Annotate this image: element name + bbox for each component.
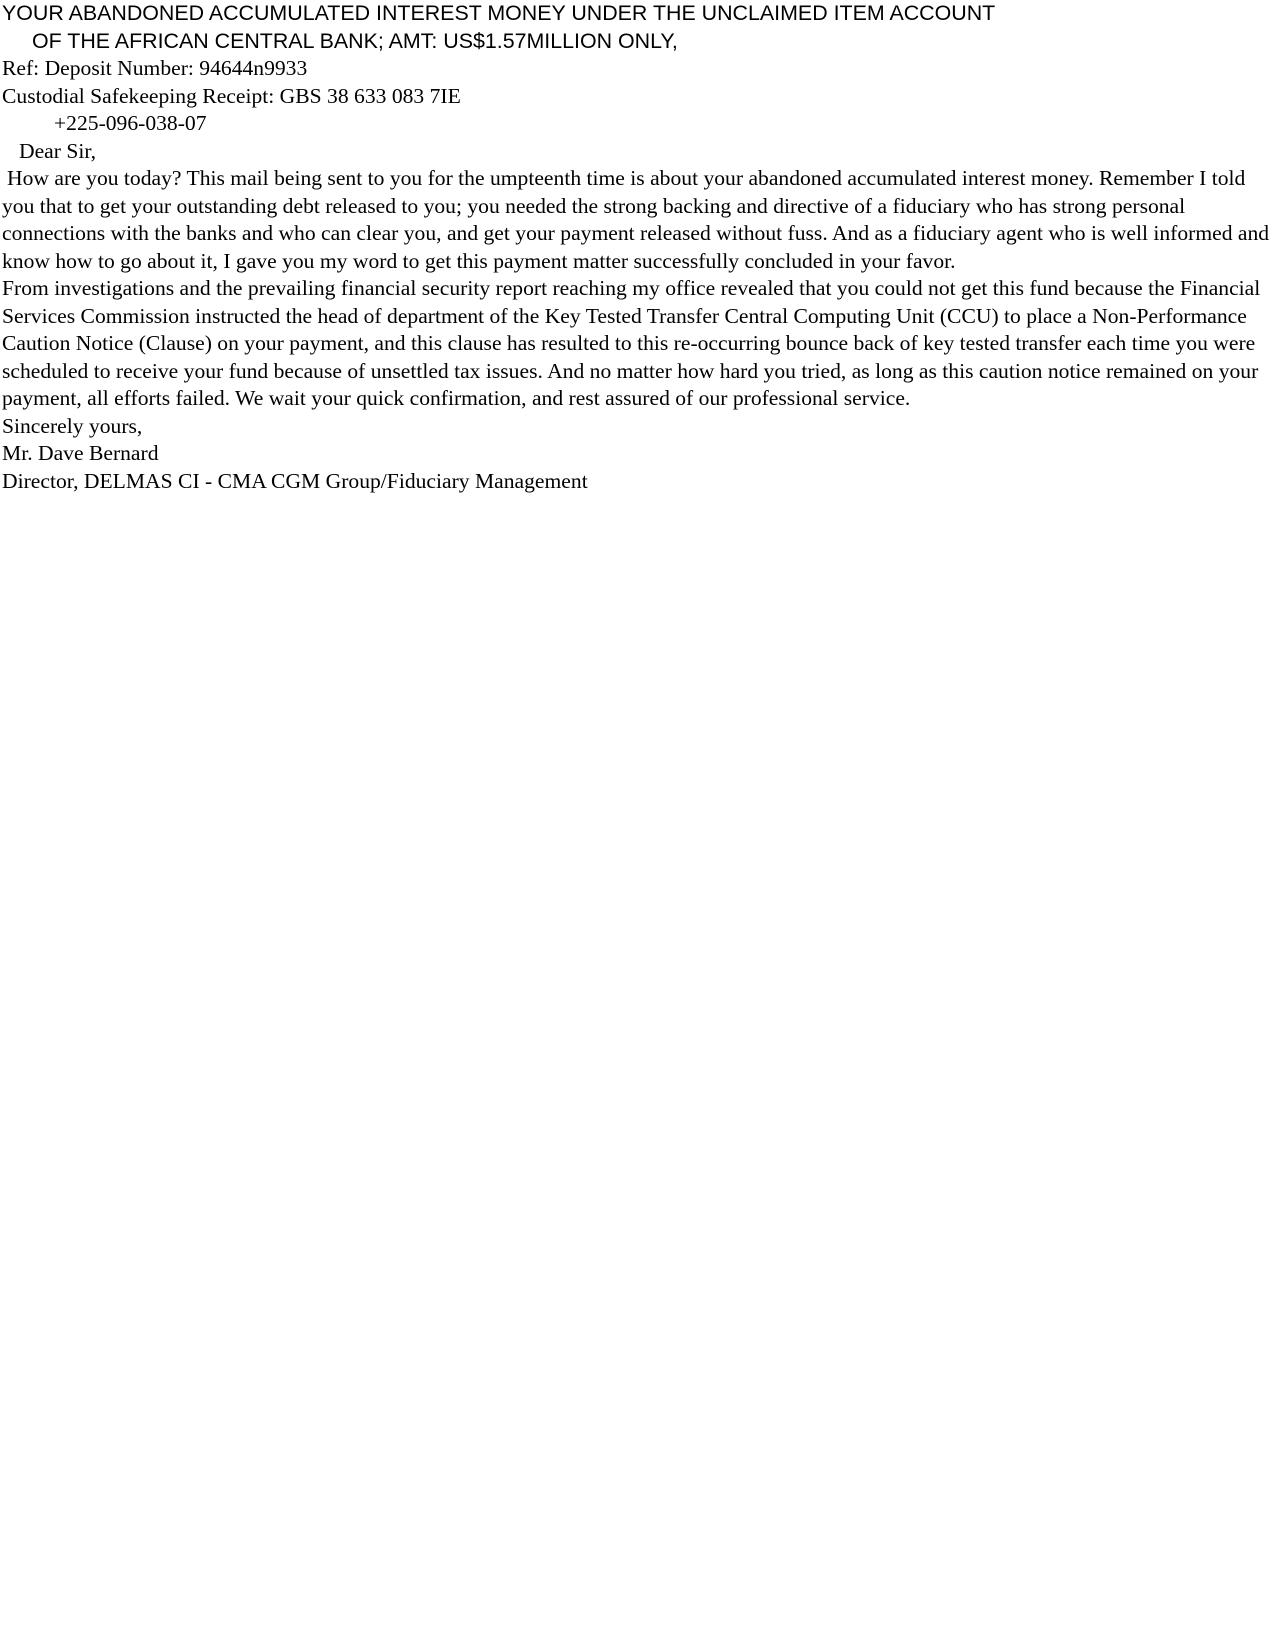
signature-title: Director, DELMAS CI - CMA CGM Group/Fiduciary Management xyxy=(2,468,588,493)
signature-name: Mr. Dave Bernard xyxy=(2,441,159,465)
letter-document xyxy=(2,0,1270,495)
body-paragraph-2: From investigations and the prevailing financial security report reaching my office revealed that you could not get this fund because the Financial Services Commission instructed the head of department of the Key Tested Transfer Central Computing Unit (CCU) to place a Non-Performance Caution Notice (Clause) on your payment, and this clause has resulted to this re-occurring bounce back of key tested transfer each time you were scheduled to receive your fund because of unsettled tax issues. And no matter how hard you tried, as long as this caution notice remained on your payment, all efforts failed. We wait your quick confirmation, and rest assured of our professional service. xyxy=(2,276,1261,410)
letter-title-line-2: OF THE AFRICAN CENTRAL BANK; AMT: US$1.57MILLION ONLY, xyxy=(32,28,678,53)
letter-title-line-1: YOUR ABANDONED ACCUMULATED INTEREST MONEY UNDER THE UNCLAIMED ITEM ACCOUNT xyxy=(2,1,996,25)
deposit-reference: Ref: Deposit Number: 94644n9933 xyxy=(2,56,308,80)
greeting: Dear Sir, xyxy=(19,138,97,163)
safekeeping-receipt: Custodial Safekeeping Receipt: GBS 38 633 083 7IE xyxy=(2,83,461,108)
body-paragraph-1: How are you today? This mail being sent to you for the umpteenth time is about your abandoned accumulated interest money. Remember I told you that to get your outstanding debt released to you; you needed the strong backing and directive of a fiduciary who has strong personal connections with the banks and who can clear you, and get your payment released without fuss. And as a fiduciary agent who is well informed and know how to go about it, I gave you my word to get this payment matter successfully concluded in your favor. xyxy=(2,166,1270,273)
phone-number: +225-096-038-07 xyxy=(54,111,207,135)
closing: Sincerely yours, xyxy=(2,413,143,438)
